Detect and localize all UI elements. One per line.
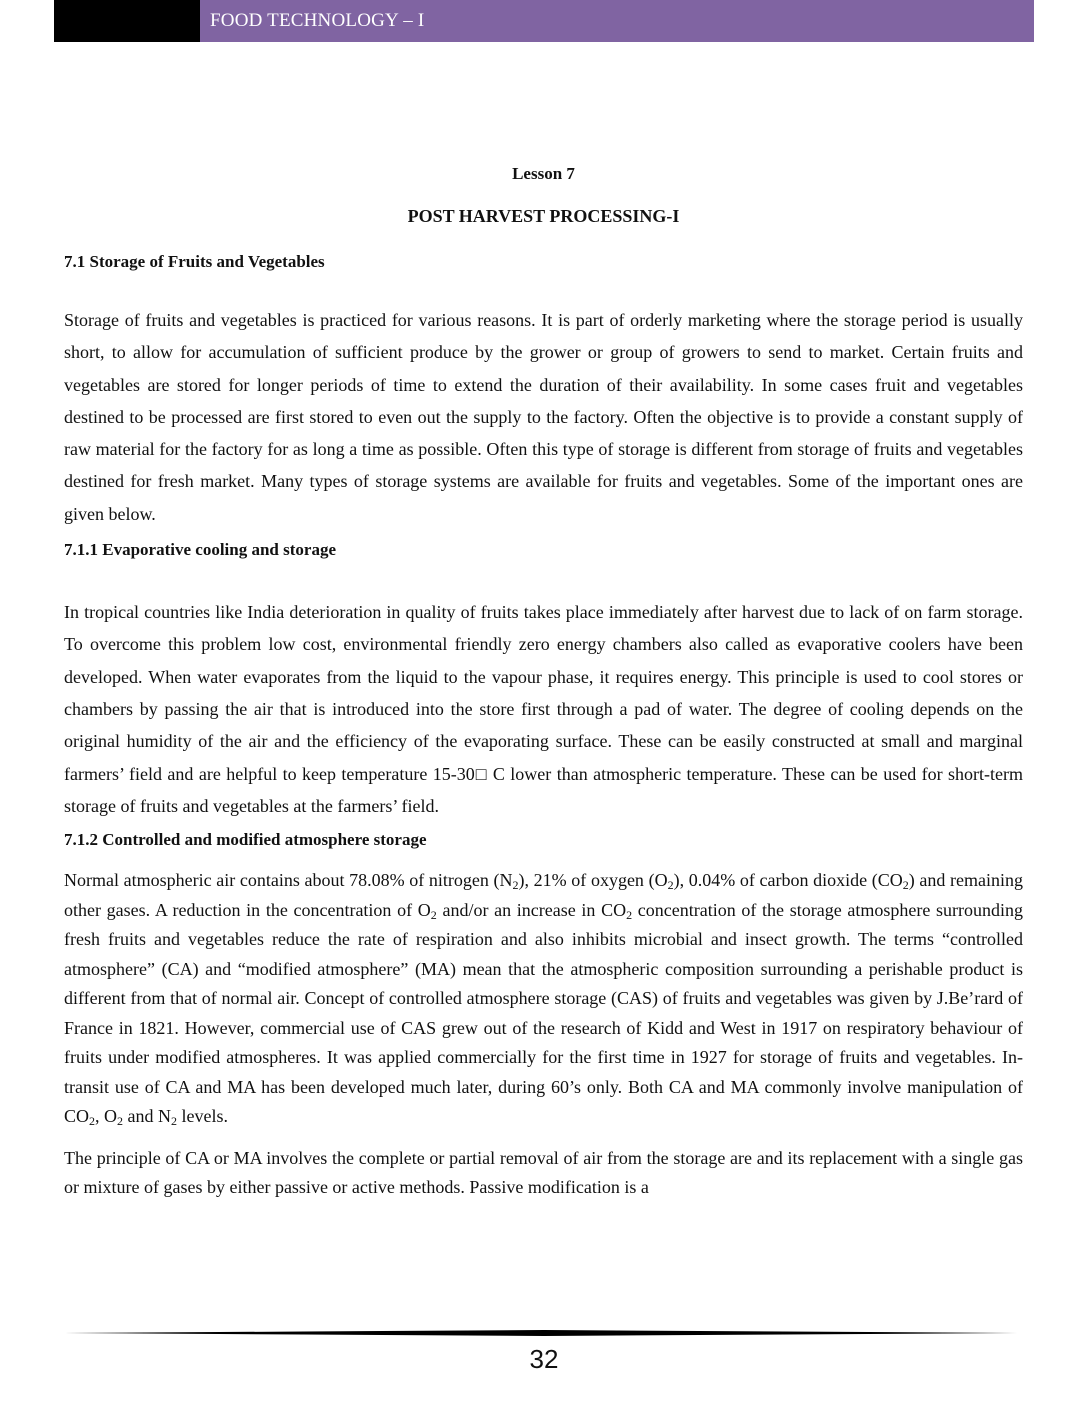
footer-divider xyxy=(64,1330,1024,1336)
header-black-block xyxy=(54,0,200,42)
page-content xyxy=(64,160,1023,1203)
lesson-title: POST HARVEST PROCESSING-I xyxy=(407,206,680,226)
section-heading-7-1-2: 7.1.2 Controlled and modified atmosphere storage xyxy=(64,830,427,850)
section-heading-7-1: 7.1 Storage of Fruits and Vegetables xyxy=(64,252,325,271)
paragraph-controlled-atmosphere: Normal atmospheric air contains about 78.08% of nitrogen $(N_2)$, 21% of oxygen $(O_2)$, 0.04% of carbon dioxide $(CO_2)$ and remaining other gases. A reduction in the concentration of $O_2$ and/or an increase in $CO_2$ concentration of the storage atmosphere surrounding fresh fruits and vegetables reduce the rate of respiration and also inhibits microbial and insect growth. The terms “controlled atmosphere” (CA) and “modified atmosphere” (MA) mean that the atmospheric composition surrounding a perishable product is different from that of normal air. Concept of controlled atmosphere storage (CAS) of fruits and vegetables was given by J.Be’rard of France in 1821. However, commercial use of CAS grew out of the research of Kidd and West in 1917 on respiratory behaviour of fruits under modified atmospheres. It was applied commercially for the first time in 1927 for storage of fruits and vegetables. In-transit use of CA and MA has been developed much later, during 60’s only. Both CA and MA commonly involve manipulation of $CO_2$, $O_2$ and $N_2$ levels. xyxy=(64,870,1023,1129)
section-heading-7-1-1: 7.1.1 Evaporative cooling and storage xyxy=(64,540,336,560)
paragraph-ca-ma-principle: The principle of CA or MA involves the complete or partial removal of air from the storage are and its replacement with a single gas or mixture of gases by either passive or active methods. Passive modification is a xyxy=(64,1147,1023,1198)
course-title: FOOD TECHNOLOGY – I xyxy=(200,0,1034,42)
lesson-label: Lesson 7 xyxy=(512,164,575,183)
paragraph-storage-intro: Storage of fruits and vegetables is practiced for various reasons. It is part of orderly marketing where the storage period is usually short, to allow for accumulation of sufficient produce by the grower or group of growers to send to market. Certain fruits and vegetables are stored for longer periods of time to extend the duration of their availability. In some cases fruit and vegetables destined to be processed are first stored to even out the supply to the factory. Often the objective is to provide a constant supply of raw material for the factory for as long a time as possible. Often this type of storage is different from storage of fruits and vegetables destined for fresh market. Many types of storage systems are available for fruits and vegetables. Some of the important ones are given below. xyxy=(64,310,1023,524)
page-header xyxy=(54,0,1034,42)
page-number: 32 xyxy=(529,1344,559,1374)
paragraph-evaporative-cooling: In tropical countries like India deterioration in quality of fruits takes place immediately after harvest due to lack of on farm storage. To overcome this problem low cost, environmental friendly zero energy chambers also called as evaporative coolers have been developed. When water evaporates from the liquid to the vapour phase, it requires energy. This principle is used to cool stores or chambers by passing the air that is introduced into the store first through a pad of water. The degree of cooling depends on the original humidity of the air and the efficiency of the evaporating surface. These can be easily constructed at small and marginal farmers’ field and are helpful to keep temperature 15-30□ C lower than atmospheric temperature. These can be used for short-term storage of fruits and vegetables at the farmers’ field. xyxy=(64,602,1023,816)
